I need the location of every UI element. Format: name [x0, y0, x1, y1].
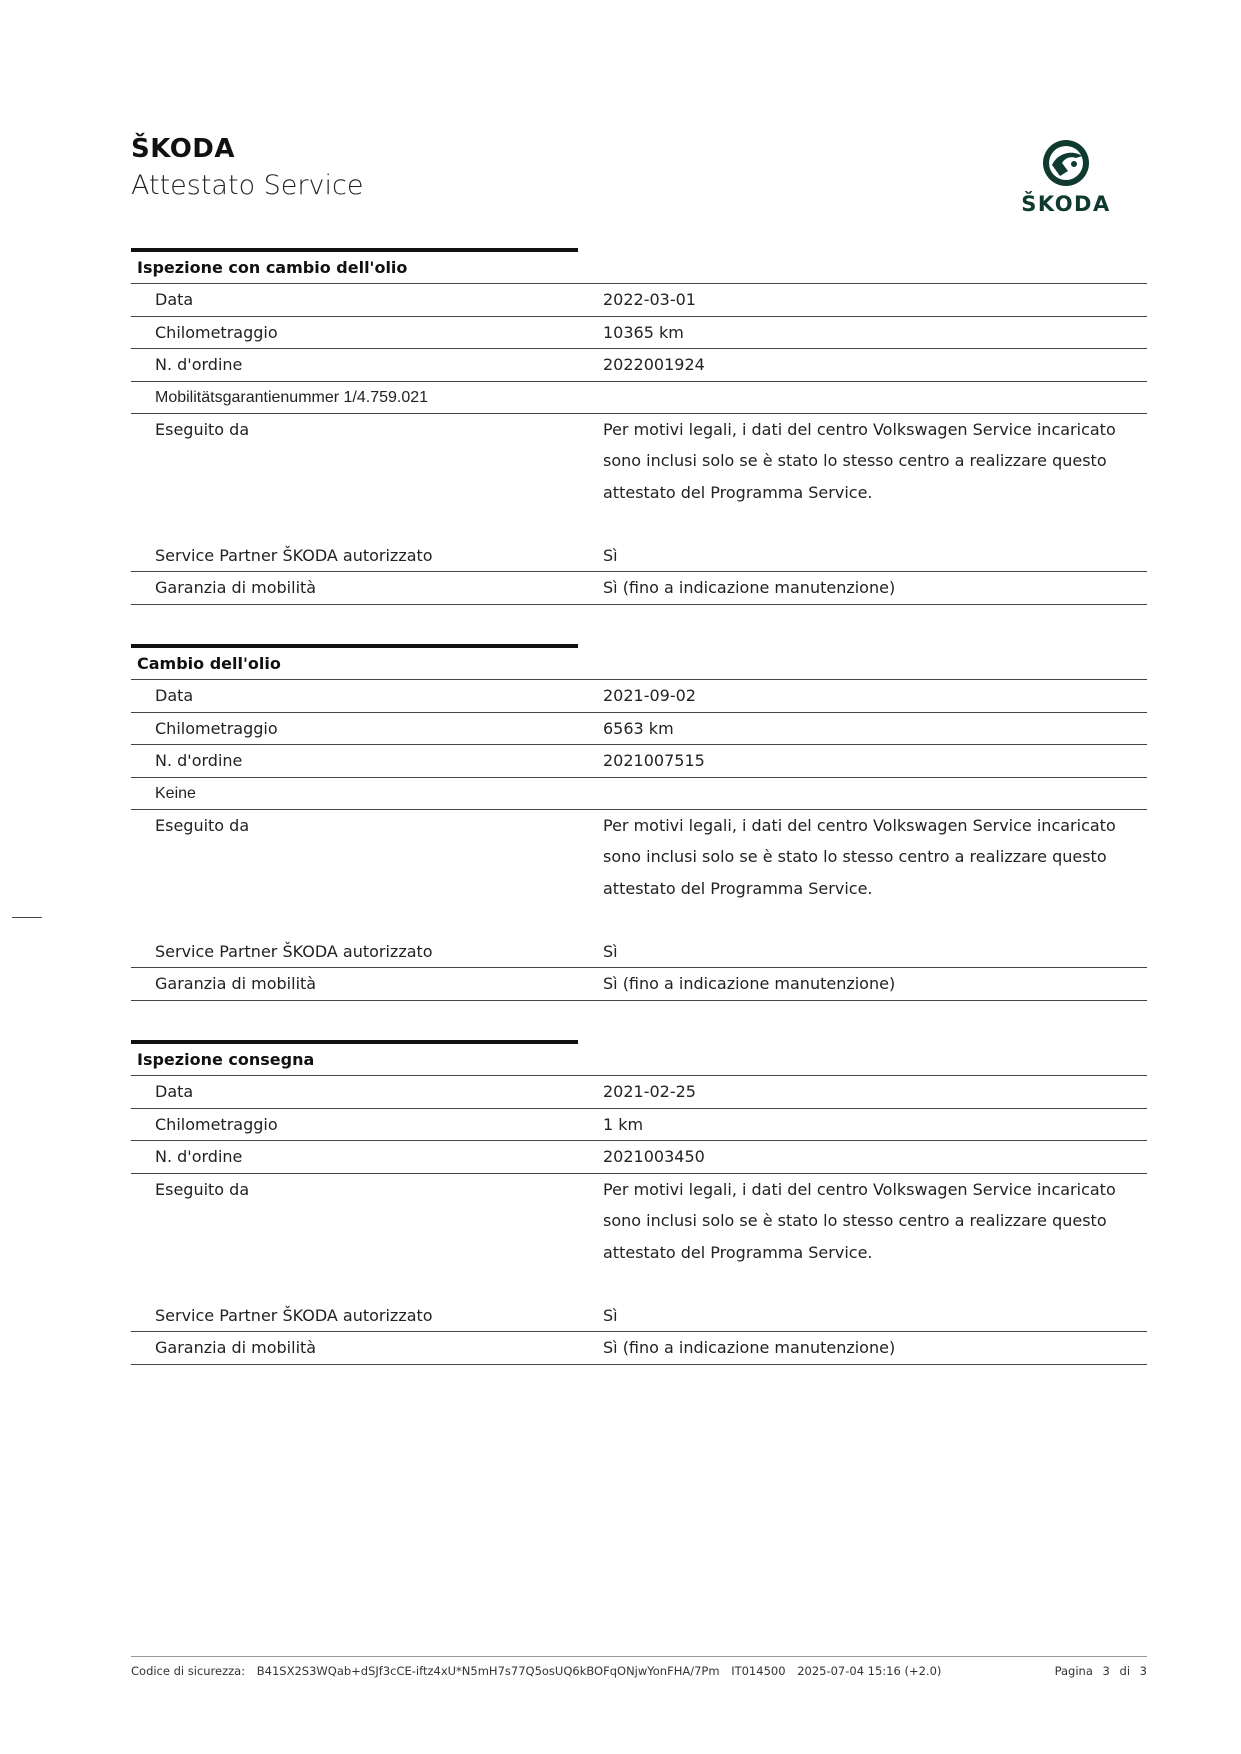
mobility-label: Garanzia di mobilità	[155, 578, 317, 597]
page-label: Pagina	[1054, 1664, 1093, 1678]
mobility-label: Garanzia di mobilità	[155, 974, 317, 993]
mileage-value: 6563 km	[603, 718, 674, 738]
service-section-3	[131, 1040, 1147, 1365]
mobility-value: Sì (fino a indicazione manutenzione)	[603, 974, 896, 993]
row-performed-by	[131, 810, 1147, 936]
skoda-wing-icon	[1010, 138, 1122, 194]
performed-label: Eseguito da	[155, 419, 250, 439]
date-label: Data	[155, 686, 194, 705]
document-title: Attestato Service	[131, 170, 364, 201]
row-mileage	[131, 713, 1147, 746]
row-performed-by	[131, 1174, 1147, 1300]
row-order	[131, 1141, 1147, 1174]
extra-note: Mobilitätsgarantienummer 1/4.759.021	[155, 388, 429, 406]
partner-value: Sì	[603, 941, 618, 961]
performed-value: Per motivi legali, i dati del centro Volkswagen Service incaricato sono inclusi solo se è stato lo stesso centro a realizzare questo attestato del Programma Service.	[603, 1179, 1116, 1262]
row-mobility	[131, 572, 1147, 605]
row-partner	[131, 1300, 1147, 1333]
page-current: 3	[1102, 1664, 1110, 1678]
row-extra-note	[131, 382, 1147, 414]
extra-note: Keine	[155, 784, 196, 802]
row-date	[131, 680, 1147, 713]
brand-title: ŠKODA	[131, 134, 236, 164]
performed-label: Eseguito da	[155, 1179, 250, 1199]
skoda-logo-text: ŠKODA	[1021, 192, 1111, 216]
date-value: 2021-02-25	[603, 1082, 696, 1101]
section-title: Ispezione consegna	[131, 1044, 1147, 1076]
mileage-value: 1 km	[603, 1114, 644, 1134]
row-date	[131, 284, 1147, 317]
footer-security	[131, 1664, 949, 1678]
service-section-2	[131, 644, 1147, 1001]
performed-value: Per motivi legali, i dati del centro Volkswagen Service incaricato sono inclusi solo se è stato lo stesso centro a realizzare questo attestato del Programma Service.	[603, 815, 1116, 898]
order-value: 2021003450	[603, 1147, 705, 1166]
order-label: N. d'ordine	[155, 751, 243, 770]
date-label: Data	[155, 290, 194, 309]
row-extra-note	[131, 778, 1147, 810]
partner-label: Service Partner ŠKODA autorizzato	[155, 1305, 433, 1325]
performed-value: Per motivi legali, i dati del centro Volkswagen Service incaricato sono inclusi solo se è stato lo stesso centro a realizzare questo attestato del Programma Service.	[603, 419, 1116, 502]
row-date	[131, 1076, 1147, 1109]
partner-value: Sì	[603, 1305, 618, 1325]
skoda-logo	[1010, 138, 1122, 218]
row-partner	[131, 540, 1147, 573]
dealer-code: IT014500	[731, 1664, 786, 1678]
section-title: Cambio dell'olio	[131, 648, 1147, 680]
partner-label: Service Partner ŠKODA autorizzato	[155, 941, 433, 961]
mileage-label: Chilometraggio	[155, 322, 278, 342]
order-value: 2022001924	[603, 355, 705, 374]
order-label: N. d'ordine	[155, 1147, 243, 1166]
date-value: 2021-09-02	[603, 686, 696, 705]
security-code: B41SX2S3WQab+dSJf3cCE-iftz4xU*N5mH7s77Q5osUQ6kBOFqONjwYonFHA/7Pm	[256, 1664, 720, 1678]
mobility-value: Sì (fino a indicazione manutenzione)	[603, 578, 896, 597]
mileage-value: 10365 km	[603, 322, 684, 342]
partner-value: Sì	[603, 545, 618, 565]
page-total: 3	[1139, 1664, 1147, 1678]
row-order	[131, 349, 1147, 382]
mobility-value: Sì (fino a indicazione manutenzione)	[603, 1338, 896, 1357]
mileage-label: Chilometraggio	[155, 1114, 278, 1134]
row-order	[131, 745, 1147, 778]
side-mark-line	[12, 917, 42, 918]
performed-label: Eseguito da	[155, 815, 250, 835]
mileage-label: Chilometraggio	[155, 718, 278, 738]
row-mobility	[131, 968, 1147, 1001]
footer-timestamp: 2025-07-04 15:16 (+2.0)	[797, 1664, 942, 1678]
date-label: Data	[155, 1082, 194, 1101]
row-mobility	[131, 1332, 1147, 1365]
row-mileage	[131, 1109, 1147, 1142]
row-performed-by	[131, 414, 1147, 540]
section-title: Ispezione con cambio dell'olio	[131, 252, 1147, 284]
date-value: 2022-03-01	[603, 290, 696, 309]
mobility-label: Garanzia di mobilità	[155, 1338, 317, 1357]
partner-label: Service Partner ŠKODA autorizzato	[155, 545, 433, 565]
page-footer	[131, 1656, 1147, 1678]
service-section-1	[131, 248, 1147, 605]
order-value: 2021007515	[603, 751, 705, 770]
page-of: di	[1119, 1664, 1131, 1678]
security-label: Codice di sicurezza:	[131, 1664, 246, 1678]
page-number	[1049, 1664, 1147, 1678]
order-label: N. d'ordine	[155, 355, 243, 374]
row-mileage	[131, 317, 1147, 350]
row-partner	[131, 936, 1147, 969]
